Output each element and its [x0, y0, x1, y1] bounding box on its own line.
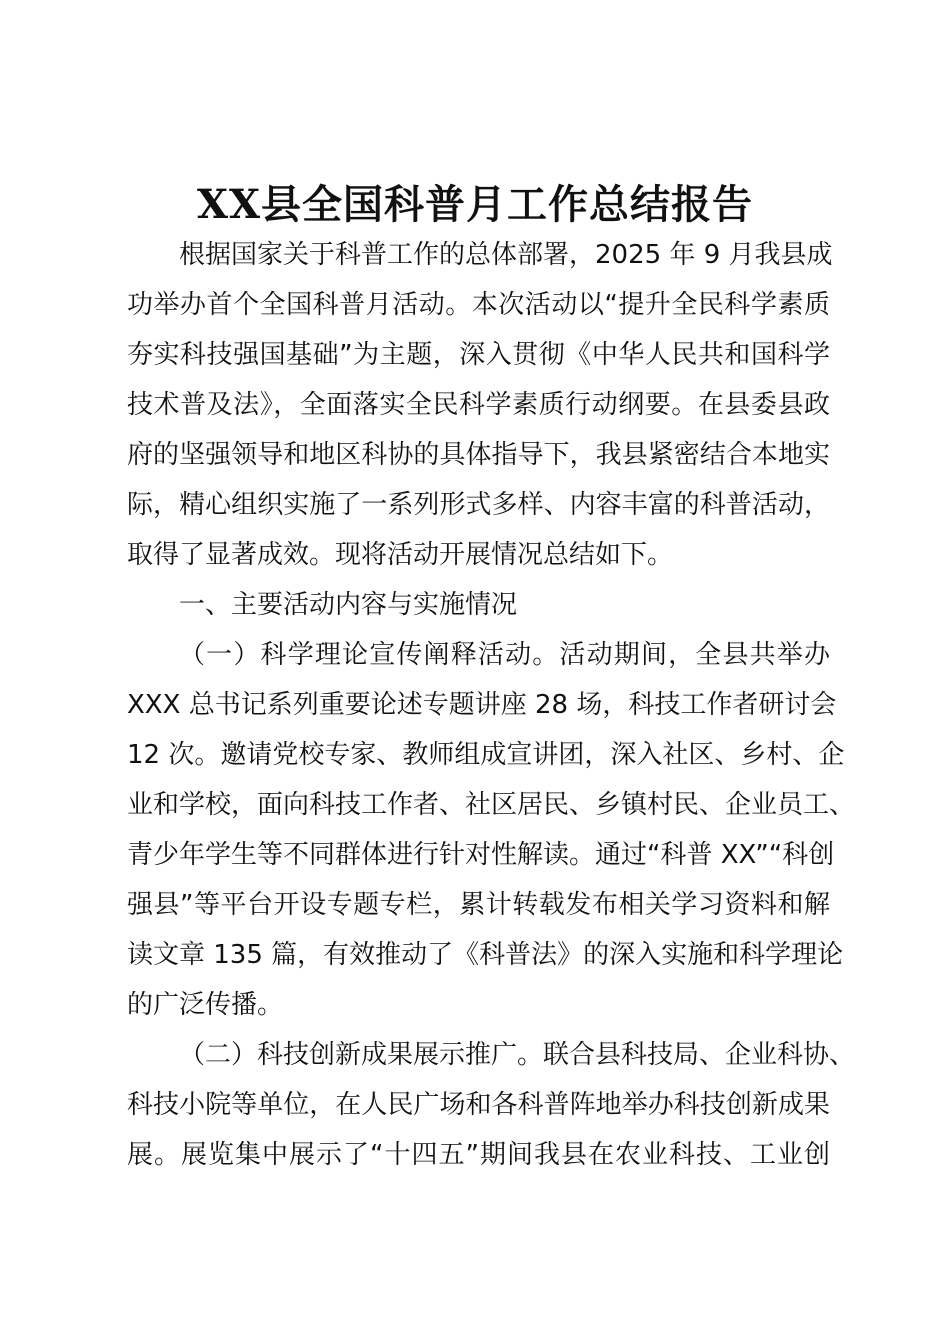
text-line: 府的坚强领导和地区科协的具体指导下，我县紧密结合本地实	[127, 440, 830, 470]
text-line: XXX 总书记系列重要论述专题讲座 28 场，科技工作者研讨会	[127, 690, 837, 720]
text-line: 读文章 135 篇，有效推动了《科普法》的深入实施和科学理论	[127, 940, 844, 970]
text-line: 功举办首个全国科普月活动。本次活动以“提升全民科学素质	[127, 290, 830, 320]
text-line: 12 次。邀请党校专家、教师组成宣讲团，深入社区、乡村、企	[127, 740, 845, 770]
paragraph	[127, 230, 833, 580]
text-line: 的广泛传播。	[127, 990, 284, 1020]
text-line: 业和学校，面向科技工作者、社区居民、乡镇村民、企业员工、	[127, 790, 856, 820]
paragraph	[127, 1030, 856, 1180]
text-line: 根据国家关于科普工作的总体部署，2025 年 9 月我县成	[179, 240, 833, 270]
text-line: 取得了显著成效。现将活动开展情况总结如下。	[127, 540, 674, 570]
text-line: 强县”等平台开设专题专栏，累计转载发布相关学习资料和解	[127, 890, 830, 920]
text-line: （二）科技创新成果展示推广。联合县科技局、企业科协、	[179, 1040, 856, 1070]
section-heading	[127, 580, 830, 630]
text-line: 展。展览集中展示了“十四五”期间我县在农业科技、工业创	[127, 1140, 830, 1170]
text-line: 际，精心组织实施了一系列形式多样、内容丰富的科普活动，	[127, 490, 830, 520]
document-body	[127, 230, 856, 1180]
document-title: XX县全国科普月工作总结报告	[196, 181, 754, 228]
text-line: 夯实科技强国基础”为主题，深入贯彻《中华人民共和国科学	[127, 340, 830, 370]
text-line: 青少年学生等不同群体进行针对性解读。通过“科普 XX”“科创	[127, 840, 835, 870]
text-line: 技术普及法》，全面落实全民科学素质行动纲要。在县委县政	[127, 390, 830, 420]
text-line: 一、主要活动内容与实施情况	[179, 590, 518, 620]
text-line: （一）科学理论宣传阐释活动。活动期间，全县共举办	[179, 640, 830, 670]
paragraph	[127, 630, 856, 1030]
text-line: 科技小院等单位，在人民广场和各科普阵地举办科技创新成果	[127, 1090, 830, 1120]
